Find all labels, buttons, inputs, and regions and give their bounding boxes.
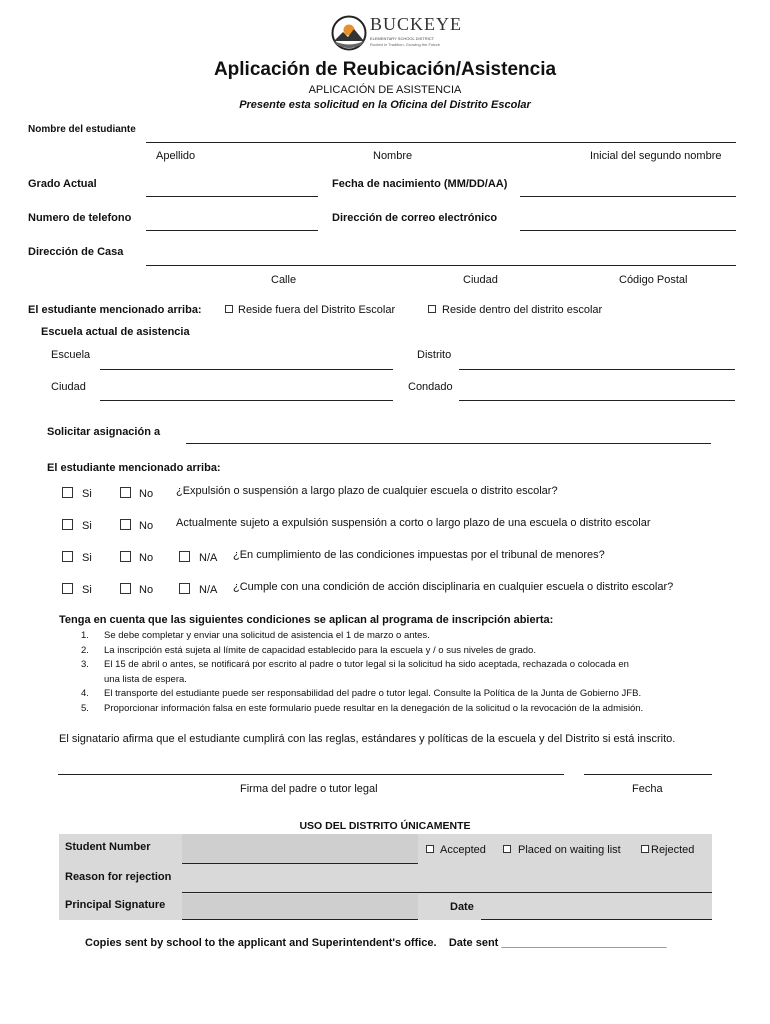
address-label: Dirección de Casa (28, 246, 124, 258)
request-label: Solicitar asignación a (47, 426, 161, 438)
reason-line[interactable] (182, 892, 712, 893)
parent-signature-caption: Firma del padre o tutor legal (240, 783, 378, 795)
email-label: Dirección de correo electrónico (332, 212, 498, 224)
accepted-checkbox[interactable] (426, 845, 434, 853)
principal-signature-label: Principal Signature (65, 899, 166, 911)
question-4-yes-checkbox[interactable] (62, 583, 73, 594)
question-1-text: ¿Expulsión o suspensión a largo plazo de cualquier escuela o distrito escolar? (176, 485, 558, 497)
zip-caption: Código Postal (619, 274, 688, 286)
condition-item: una lista de espera. (104, 673, 187, 685)
logo-tagline: ELEMENTARY SCHOOL DISTRICT (370, 36, 435, 41)
question-4-na-checkbox[interactable] (179, 583, 190, 594)
district-date-label: Date (450, 901, 474, 913)
conditions-heading: Tenga en cuenta que las siguientes condiciones se aplican al programa de inscripción abierta: (59, 614, 554, 626)
yes-label: Si (82, 552, 92, 564)
logo-name: BUCKEYE (370, 14, 462, 34)
question-4-no-checkbox[interactable] (120, 583, 131, 594)
condition-number: 4. (81, 688, 89, 700)
condition-item: El 15 de abril o antes, se notificará por escrito al padre o tutor legal si la solicitud ha sido aceptada, rechazada o colocada en (104, 659, 629, 671)
email-line[interactable] (520, 230, 736, 231)
condition-number: 5. (81, 703, 89, 714)
no-label: No (139, 584, 154, 596)
condition-number: 2. (81, 644, 89, 656)
student-name-line[interactable] (146, 142, 736, 143)
residence-label: El estudiante mencionado arriba: (28, 304, 202, 316)
student-number-label: Student Number (65, 841, 151, 853)
city-caption: Ciudad (463, 274, 498, 286)
rejected-label: Rejected (651, 844, 695, 856)
school-city-line[interactable] (100, 400, 393, 401)
condition-item: Proporcionar información falsa en este formulario puede resultar en la denegación de la solicitud o la revocación de la admisión. (104, 703, 644, 714)
district-date-line[interactable] (481, 919, 712, 920)
district-only-heading: USO DEL DISTRITO ÚNICAMENTE (299, 820, 471, 832)
question-2-no-checkbox[interactable] (120, 519, 131, 530)
district-logo (331, 14, 462, 52)
address-line[interactable] (146, 265, 736, 266)
phone-label: Numero de telefono (28, 212, 132, 224)
last-name-caption: Apellido (156, 150, 196, 162)
na-label: N/A (199, 584, 218, 596)
dob-line[interactable] (520, 196, 736, 197)
page-subtitle: APLICACIÓN DE ASISTENCIA (308, 84, 462, 96)
question-3-text: ¿En cumplimiento de las condiciones impuestas por el tribunal de menores? (233, 549, 605, 561)
question-3-na-checkbox[interactable] (179, 551, 190, 562)
phone-line[interactable] (146, 230, 318, 231)
grade-label: Grado Actual (28, 178, 97, 190)
accepted-label: Accepted (440, 844, 486, 856)
question-1-no-checkbox[interactable] (120, 487, 131, 498)
reason-label: Reason for rejection (65, 871, 172, 883)
parent-signature-line[interactable] (58, 774, 564, 775)
condition-item: Se debe completar y enviar una solicitud de asistencia el 1 de marzo o antes. (104, 630, 430, 641)
waiting-list-label: Placed on waiting list (518, 844, 621, 856)
middle-initial-caption: Inicial del segundo nombre (590, 150, 722, 162)
rejected-checkbox[interactable] (641, 845, 649, 853)
street-caption: Calle (271, 274, 297, 286)
signature-date-caption: Fecha (632, 783, 663, 795)
question-1-yes-checkbox[interactable] (62, 487, 73, 498)
no-label: No (139, 488, 154, 500)
question-2-yes-checkbox[interactable] (62, 519, 73, 530)
question-2-text: Actualmente sujeto a expulsión suspensión a corto o largo plazo de una escuela o distrito escolar (176, 517, 651, 529)
condition-item: La inscripción está sujeta al límite de capacidad establecido para la escuela y / o sus niveles de grado. (104, 644, 536, 656)
question-3-yes-checkbox[interactable] (62, 551, 73, 562)
school-label: Escuela (51, 349, 91, 361)
outside-district-label: Reside fuera del Distrito Escolar (238, 304, 396, 316)
request-line[interactable] (186, 443, 711, 444)
signature-date-line[interactable] (584, 774, 712, 775)
dob-label: Fecha de nacimiento (MM/DD/AA) (332, 178, 508, 190)
page-title: Aplicación de Reubicación/Asistencia (213, 59, 557, 80)
condition-number: 3. (81, 659, 89, 671)
student-number-line[interactable] (182, 863, 418, 864)
first-name-caption: Nombre (373, 150, 413, 162)
county-line[interactable] (459, 400, 735, 401)
affirmation-text: El signatario afirma que el estudiante cumplirá con las reglas, estándares y políticas de la escuela y del Distrito si está inscrito. (59, 733, 676, 745)
inside-district-checkbox[interactable] (428, 305, 436, 313)
logo-tagline-2: Rooted in Tradition, Growing the Future (370, 42, 441, 47)
inside-district-label: Reside dentro del distrito escolar (442, 304, 603, 316)
school-line[interactable] (100, 369, 393, 370)
district-line[interactable] (459, 369, 735, 370)
yes-label: Si (82, 584, 92, 596)
student-name-label: Nombre del estudiante (28, 124, 136, 135)
page-instruction: Presente esta solicitud en la Oficina del Distrito Escolar (239, 99, 531, 111)
outside-district-checkbox[interactable] (225, 305, 233, 313)
school-city-label: Ciudad (51, 381, 86, 393)
county-label: Condado (408, 381, 453, 393)
na-label: N/A (199, 552, 218, 564)
condition-number: 1. (81, 630, 89, 641)
no-label: No (139, 552, 154, 564)
copies-sent-note: Copies sent by school to the applicant and Superintendent's office. Date sent ___________________________ (85, 937, 667, 949)
question-3-no-checkbox[interactable] (120, 551, 131, 562)
questions-heading: El estudiante mencionado arriba: (47, 462, 221, 474)
current-school-heading: Escuela actual de asistencia (41, 326, 190, 338)
grade-line[interactable] (146, 196, 318, 197)
yes-label: Si (82, 520, 92, 532)
yes-label: Si (82, 488, 92, 500)
condition-item: El transporte del estudiante puede ser responsabilidad del padre o tutor legal. Consulte la Política de la Junta de Gobierno JFB. (104, 688, 642, 700)
no-label: No (139, 520, 154, 532)
waiting-list-checkbox[interactable] (503, 845, 511, 853)
district-label: Distrito (417, 349, 452, 361)
sun-mountain-logo-icon (331, 15, 367, 51)
question-4-text: ¿Cumple con una condición de acción disciplinaria en cualquier escuela o distrito escolar? (233, 581, 674, 593)
principal-signature-line[interactable] (182, 919, 418, 920)
